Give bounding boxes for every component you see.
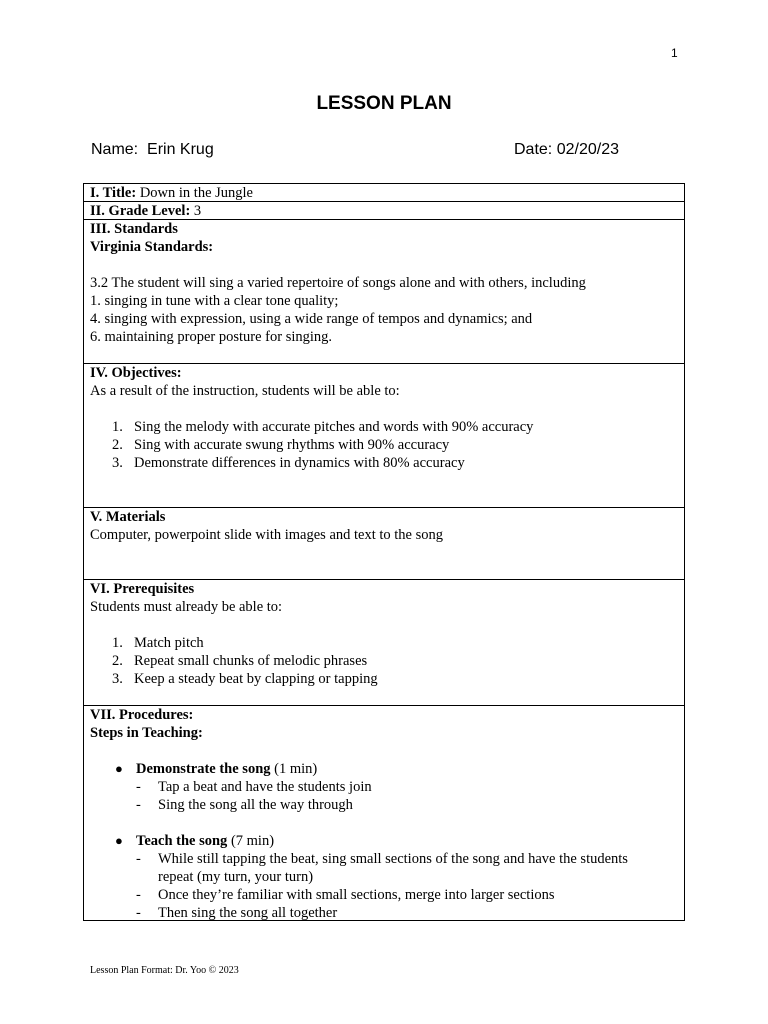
step-time: (7 min) (230, 833, 275, 849)
page-title: LESSON PLAN (316, 93, 452, 114)
standards-heading: III. Standards (90, 221, 178, 237)
date-value: 02/20/23 (556, 141, 619, 158)
step-detail: - Once they’re familiar with small sections, merge into larger sections (136, 887, 555, 903)
standard-line: 4. singing with expression, using a wide range of tempos and dynamics; and (90, 311, 533, 327)
prerequisite-item: 2. Repeat small chunks of melodic phrases (112, 653, 368, 669)
objectives-row (84, 364, 684, 508)
name-label: Name: (91, 141, 139, 158)
standard-line: 1. singing in tune with a clear tone quality; (90, 293, 339, 309)
objectives-heading: IV. Objectives: (90, 365, 182, 381)
step-title: Demonstrate the song (136, 761, 271, 777)
footer: Lesson Plan Format: Dr. Yoo © 2023 (90, 965, 239, 976)
step-detail: - Tap a beat and have the students join (136, 779, 372, 795)
procedure-step (90, 832, 684, 850)
prerequisites-intro: Students must already be able to: (90, 599, 283, 615)
name-value: Erin Krug (147, 141, 214, 158)
grade-level-row (84, 202, 684, 220)
step-detail: - While still tapping the beat, sing small sections of the song and have the students repeat (my turn, your turn) (136, 851, 628, 885)
step-detail: - Then sing the song all together (136, 905, 338, 921)
standard-line: 3.2 The student will sing a varied repertoire of songs alone and with others, including (90, 275, 586, 291)
standard-line: 6. maintaining proper posture for singing. (90, 329, 333, 345)
procedures-row (84, 706, 684, 921)
objective-item: 3. Demonstrate differences in dynamics with 80% accuracy (112, 455, 465, 471)
page-number: 1 (671, 46, 678, 60)
bullet-icon: ● (115, 833, 123, 848)
prerequisite-item: 1. Match pitch (112, 635, 204, 651)
title-label: I. Title: (90, 185, 137, 201)
objective-item: 1. Sing the melody with accurate pitches and words with 90% accuracy (112, 419, 534, 435)
bullet-icon: ● (115, 761, 123, 776)
objective-item: 2. Sing with accurate swung rhythms with 90% accuracy (112, 437, 450, 453)
standards-subheading: Virginia Standards: (90, 239, 214, 255)
materials-heading: V. Materials (90, 509, 166, 525)
title-value: Down in the Jungle (139, 185, 253, 201)
procedure-step (90, 760, 684, 778)
prerequisites-heading: VI. Prerequisites (90, 581, 195, 597)
lesson-plan-table (83, 183, 685, 921)
grade-level-value: 3 (193, 203, 202, 219)
procedures-subheading: Steps in Teaching: (90, 725, 203, 741)
date-line (514, 141, 619, 159)
title-row (84, 184, 684, 202)
step-time: (1 min) (274, 761, 318, 777)
prerequisites-row (84, 580, 684, 706)
grade-level-label: II. Grade Level: (90, 203, 191, 219)
date-label: Date: (514, 141, 553, 158)
materials-text: Computer, powerpoint slide with images and text to the song (90, 527, 444, 543)
step-detail: - Sing the song all the way through (136, 797, 353, 813)
standards-row (84, 220, 684, 364)
name-line (91, 141, 214, 159)
prerequisite-item: 3. Keep a steady beat by clapping or tapping (112, 671, 378, 687)
materials-row (84, 508, 684, 580)
objectives-intro: As a result of the instruction, students will be able to: (90, 383, 400, 399)
procedures-heading: VII. Procedures: (90, 707, 194, 723)
step-title: Teach the song (136, 833, 228, 849)
